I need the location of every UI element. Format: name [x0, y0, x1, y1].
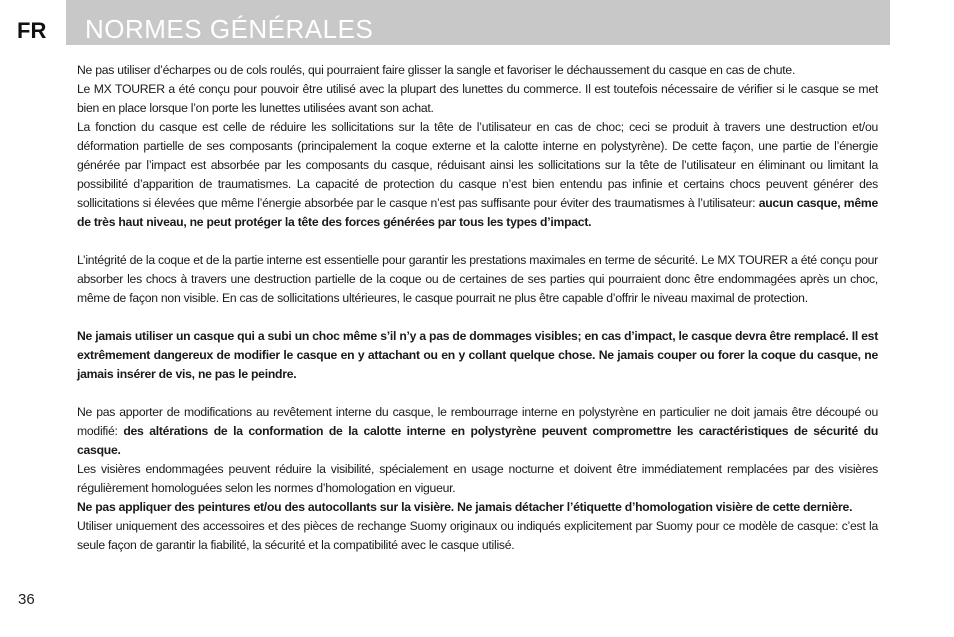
page-number: 36 — [18, 591, 35, 608]
language-code: FR — [17, 18, 47, 43]
section-title: NORMES GÉNÉRALES — [85, 14, 374, 44]
paragraph — [77, 118, 878, 232]
paragraph-text: Ne pas apporter de modifications au revêtement interne du casque, le rembourrage interne en polystyrène en particulier ne doit jamais être découpé ou modifié: — [77, 405, 878, 438]
paragraph: Utiliser uniquement des accessoires et des pièces de rechange Suomy originaux ou indiqués explicitement par Suomy pour ce modèle de casque: c’est la seule façon de garantir la fiabilité, la sécurité et la compatibilité avec le casque utilisé. — [77, 519, 878, 552]
paragraph: Ne pas utiliser d’écharpes ou de cols roulés, qui pourraient faire glisser la sangle et favoriser le déchaussement du casque en cas de chute. — [77, 63, 796, 77]
body-text — [77, 61, 878, 555]
paragraph-emphasis: Ne jamais utiliser un casque qui a subi un choc même s’il n’y a pas de dommages visibles; en cas d’impact, le casque devra être remplacé. Il est extrêmement dangereux de modifier le casque en y attachant ou en y collant quelque chose. Ne jamais couper ou forer la coque du casque, ne jamais insérer de vis, ne pas le peindre. — [77, 329, 878, 381]
warning-paragraph — [77, 327, 878, 384]
paragraph-emphasis: des altérations de la conformation de la calotte interne en polystyrène peuvent compromettre les caractéristiques de sécurité du casque. — [77, 424, 879, 457]
paragraph-emphasis: Ne pas appliquer des peintures et/ou des autocollants sur la visière. Ne jamais détacher l’étiquette d’homologation visière de cette dernière. — [77, 500, 853, 514]
section-header-banner — [66, 0, 890, 45]
paragraph: Le MX TOURER a été conçu pour pouvoir être utilisé avec la plupart des lunettes du commerce. Il est toutefois nécessaire de vérifier si le casque se met bien en place lorsque l’on porte les lunettes utilisées avant son achat. — [77, 82, 878, 115]
paragraph: L’intégrité de la coque et de la partie interne est essentielle pour garantir les prestations maximales en terme de sécurité. Le MX TOURER a été conçu pour absorber les chocs à travers une destruction partielle de la coque ou de certaines de ses parties qui pourraient donc être endommagées après un choc, même de façon non visible. En cas de sollicitations ultérieures, le casque pourrait ne plus être capable d’offrir le niveau maximal de protection. — [77, 253, 878, 305]
paragraph: Les visières endommagées peuvent réduire la visibilité, spécialement en usage nocturne et doivent être immédiatement remplacées par des visières régulièrement homologuées selon les normes d’homologation en vigueur. — [77, 462, 878, 495]
paragraph-text: La fonction du casque est celle de réduire les sollicitations sur la tête de l’utilisateur en cas de choc; ceci se produit à travers une destruction et/ou déformation partielle de ses composants (principalement la coque externe et la calotte interne en polystyrène). De cette façon, une partie de l’énergie générée par l’impact est absorbée par les composants du casque, réduisant ainsi les sollicitations sur la tête de l’utilisateur en éliminant ou limitant la possibilité d’apparition de traumatismes. La capacité de protection du casque n’est bien entendu pas infinie et certains chocs peuvent générer des sollicitations si élevées que même l’énergie absorbée par le casque n’est pas suffisante pour éviter des traumatismes à l’utilisateur: — [77, 120, 878, 210]
paragraph — [77, 403, 878, 460]
paragraph-emphasis: aucun casque, même de très haut niveau, ne peut protéger la tête des forces générées par tous les types d’impact. — [77, 196, 878, 229]
warning-paragraph — [77, 498, 878, 517]
